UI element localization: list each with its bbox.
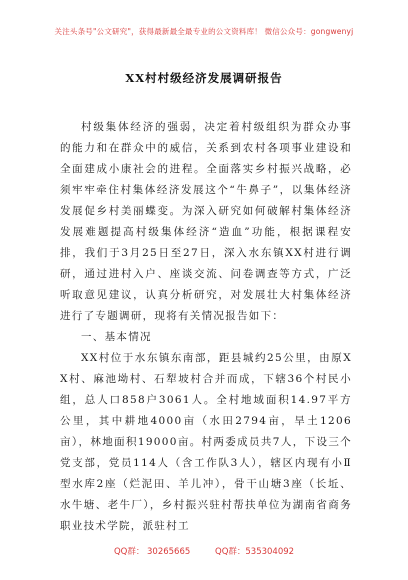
footer-qq-group-2: QQ群：535304092	[215, 547, 295, 557]
header-banner: 关注头条号"公文研究"，获得最新最全最专业的公文资料库！ 微信公众号：gongwenyj	[54, 27, 354, 36]
footer-contact	[0, 545, 408, 557]
section-heading-basic-info: 一、基本情况	[81, 331, 152, 343]
intro-paragraph: 村级集体经济的强弱，决定着村级组织为群众办事的能力和在群众中的威信，关系到农村各项事业建设和全面建成小康社会的进程。全面落实乡村振兴战略，必须牢牢牵住村集体经济发展这个“牛鼻子”，以集体经济发展促乡村美丽蝶变。为深入研究如何破解村集体经济发展难题提高村级集体经济“造血”功能，根据课程安排，我们于3月25日至27日，深入水东镇XX村进行调研，通过进村入户、座谈交流、问卷调查等方式，广泛听取意见建议，认真分析研究，对发展壮大村集体经济进行了专题调研，现将有关情况报告如下：	[60, 121, 352, 322]
footer-qq-group-1: QQ群： 30265665	[113, 547, 191, 557]
document-title: XX村村级经济发展调研报告	[125, 71, 283, 85]
document-body	[60, 117, 352, 537]
basic-info-paragraph: XX村位于水东镇东南部，距县城约25公里，由原XX村、麻池坳村、石犁坡村合并而成，下辖36个村民小组，总人口858户3061人。全村地域面积14.97平方公里，其中耕地4000亩（水田2794亩，旱土1206亩），林地面积19000亩。村两委成员共7人，下设三个党支部，党员114人（含工作队3人），辖区内现有小Ⅱ型水库2座（烂泥田、羊儿冲），骨干山塘3座（长坵、水牛塘、老牛厂），乡村振兴驻村帮扶单位为湖南省商务职业技术学院，派驻村工	[60, 352, 352, 532]
